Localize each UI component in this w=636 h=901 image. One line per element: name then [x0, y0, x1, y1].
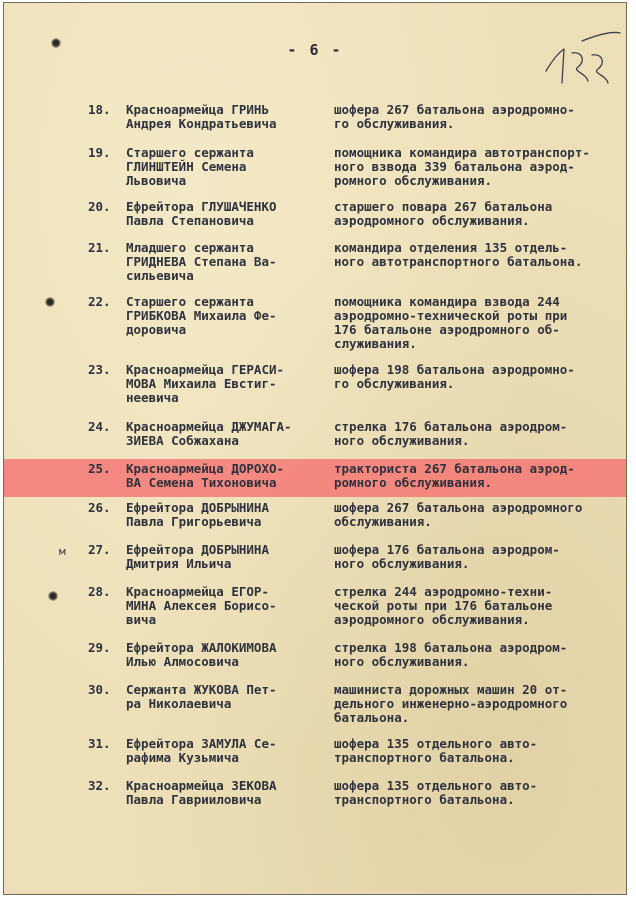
entry-name: Красноармейца ГРИНЬ Андрея Кондратьевича	[126, 102, 277, 131]
entry-name: Старшего сержанта ГЛИНШТЕЙН Семена Львовича	[126, 145, 254, 188]
entry-duty: стрелка 244 аэродромно-техни- ческой роты при 176 батальоне аэродромного обслуживания.	[334, 584, 553, 627]
margin-mark: м	[59, 545, 66, 558]
punch-hole	[48, 591, 58, 601]
entry-name: Ефрейтора ЖАЛОКИМОВА Илью Алмосовича	[126, 640, 277, 669]
handwritten-mark	[542, 31, 622, 91]
entry-duty: шофера 135 отдельного авто- транспортного батальона.	[334, 736, 538, 765]
entry-duty: шофера 267 батальона аэродромного обслуживания.	[334, 500, 583, 529]
entry-name: Ефрейтора ГЛУШАЧЕНКО Павла Степановича	[126, 199, 277, 228]
entry-number: 21.	[88, 240, 111, 255]
entry-number: 23.	[88, 362, 111, 377]
entry-number: 30.	[88, 682, 111, 697]
entry-number: 22.	[88, 294, 111, 309]
entry-name: Красноармейца ГЕРАСИ- МОВА Михаила Евстиг- неевича	[126, 362, 285, 405]
entry-number: 29.	[88, 640, 111, 655]
entry-number: 20.	[88, 199, 111, 214]
entry-duty: старшего повара 267 батальона аэродромного обслуживания.	[334, 199, 553, 228]
entry-name: Ефрейтора ДОБРЫНИНА Павла Григорьевича	[126, 500, 269, 529]
entry-name: Ефрейтора ЗАМУЛА Се- рафима Кузьмича	[126, 736, 277, 765]
entry-duty: помощника командира автотранспорт- ного взвода 339 батальона аэрод- ромного обслуживания.	[334, 145, 590, 188]
entry-duty: машиниста дорожных машин 20 от- дельного инженерно-аэродромного батальона.	[334, 682, 568, 725]
page-number: - 6 -	[287, 41, 343, 59]
entry-number: 18.	[88, 102, 111, 117]
entry-number: 31.	[88, 736, 111, 751]
entry-name: Младшего сержанта ГРИДНЕВА Степана Ва- сильевича	[126, 240, 277, 283]
entry-number: 24.	[88, 419, 111, 434]
punch-hole	[51, 38, 61, 48]
entry-name: Красноармейца ДОРОХО- ВА Семена Тихоновича	[126, 461, 285, 490]
entry-number: 26.	[88, 500, 111, 515]
entry-number: 32.	[88, 778, 111, 793]
entry-duty: тракториста 267 батальона аэрод- ромного обслуживания.	[334, 461, 575, 490]
entry-duty: шофера 135 отдельного авто- транспортного батальона.	[334, 778, 538, 807]
entry-name: Красноармейца ЕГОР- МИНА Алексея Борисо- вича	[126, 584, 277, 627]
entry-duty: стрелка 198 батальона аэродром- ного обслуживания.	[334, 640, 568, 669]
entry-duty: шофера 267 батальона аэродромно- го обслуживания.	[334, 102, 575, 131]
entry-name: Красноармейца ДЖУМАГА- ЗИЕВА Собжахана	[126, 419, 292, 448]
entry-name: Ефрейтора ДОБРЫНИНА Дмитрия Ильича	[126, 542, 269, 571]
entry-duty: стрелка 176 батальона аэродром- ного обслуживания.	[334, 419, 568, 448]
entry-name: Старшего сержанта ГРИБКОВА Михаила Фе- доровича	[126, 294, 277, 337]
entry-number: 25.	[88, 461, 111, 476]
entry-number: 27.	[88, 542, 111, 557]
entry-number: 28.	[88, 584, 111, 599]
entry-duty: шофера 176 батальона аэродром- ного обслуживания.	[334, 542, 560, 571]
punch-hole	[45, 297, 55, 307]
entry-duty: шофера 198 батальона аэродромно- го обслуживания.	[334, 362, 575, 391]
entry-duty: помощника командира взвода 244 аэродромно-технической роты при 176 батальоне аэродромного об- служивания.	[334, 294, 568, 351]
entry-name: Сержанта ЖУКОВА Пет- ра Николаевича	[126, 682, 277, 711]
document-page	[3, 2, 627, 895]
entry-duty: командира отделения 135 отдель- ного автотранспортного батальона.	[334, 240, 583, 269]
entry-name: Красноармейца ЗЕКОВА Павла Гаврииловича	[126, 778, 277, 807]
entry-number: 19.	[88, 145, 111, 160]
